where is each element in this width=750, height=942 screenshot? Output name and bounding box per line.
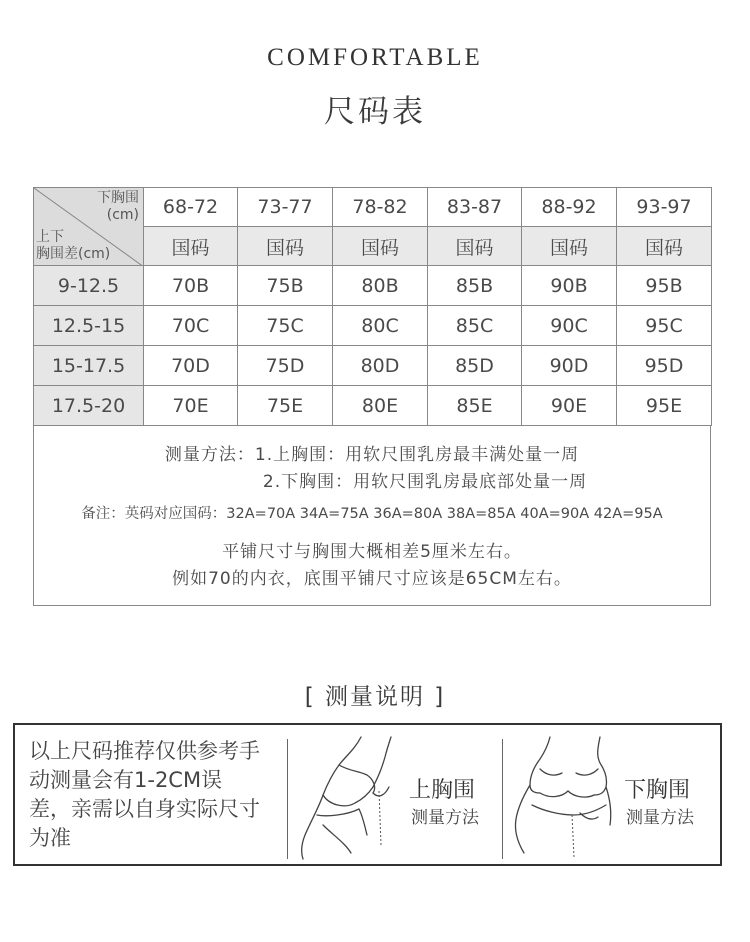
table-cell: 95E — [617, 386, 712, 426]
eyebrow-text: COMFORTABLE — [267, 44, 483, 71]
lower-bust-label: 下胸围 — [624, 778, 691, 803]
table-cell: 85D — [428, 346, 522, 386]
row-label: 15-17.5 — [34, 346, 144, 386]
table-cell: 75C — [238, 306, 333, 346]
table-cell: 95D — [617, 346, 712, 386]
flat-size-note-2: 例如70的内衣，底围平铺尺寸应该是65CM左右。 — [172, 569, 572, 589]
measure-disclaimer: 以上尺码推荐仅供参考手 动测量会有1-2CM误 差，亲需以自身实际尺寸 为准 — [29, 739, 260, 850]
measure-method-line-2-text: 2.下胸围：用软尺围乳房最底部处量一周 — [262, 472, 588, 492]
table-cell: 80B — [333, 266, 428, 306]
table-cell: 75D — [238, 346, 333, 386]
table-cell: 70D — [144, 346, 238, 386]
upper-bust-label: 上胸围 — [409, 778, 476, 803]
column-header: 93-97 — [617, 188, 712, 227]
table-cell: 70E — [144, 386, 238, 426]
table-row — [34, 386, 712, 426]
table-cell: 80D — [333, 346, 428, 386]
table-cell: 70B — [144, 266, 238, 306]
measure-method-line-1: 测量方法：1.上胸围：用软尺围乳房最丰满处量一周 — [164, 445, 580, 465]
table-cell: 95B — [617, 266, 712, 306]
upper-bust-figure-icon — [293, 735, 413, 860]
row-label: 12.5-15 — [34, 306, 144, 346]
subheader-cell: 国码 — [617, 227, 712, 266]
table-cell: 90D — [522, 346, 617, 386]
table-cell: 80C — [333, 306, 428, 346]
subheader-cell: 国码 — [428, 227, 522, 266]
table-cell: 85C — [428, 306, 522, 346]
page-title: 尺码表 — [324, 94, 426, 130]
row-label: 17.5-20 — [34, 386, 144, 426]
size-table — [33, 187, 712, 426]
subheader-cell: 国码 — [522, 227, 617, 266]
table-cell: 90E — [522, 386, 617, 426]
table-row — [34, 306, 712, 346]
lower-bust-method-label: 测量方法 — [626, 808, 694, 828]
row-label: 9-12.5 — [34, 266, 144, 306]
table-corner-cell — [34, 188, 144, 266]
measure-section-title: [ 测量说明 ] — [304, 684, 446, 710]
column-header: 78-82 — [333, 188, 428, 227]
flat-size-note-1: 平铺尺寸与胸围大概相差5厘米左右。 — [222, 542, 522, 562]
column-header: 88-92 — [522, 188, 617, 227]
column-header: 83-87 — [428, 188, 522, 227]
corner-top-text: 下胸围 (cm) — [97, 190, 139, 223]
corner-bottom-text: 上下 胸围差(cm) — [36, 229, 111, 262]
table-cell: 70C — [144, 306, 238, 346]
table-cell: 75E — [238, 386, 333, 426]
table-cell: 95C — [617, 306, 712, 346]
divider-line — [502, 739, 503, 859]
table-row — [34, 266, 712, 306]
table-cell: 75B — [238, 266, 333, 306]
subheader-cell: 国码 — [333, 227, 428, 266]
table-cell: 85E — [428, 386, 522, 426]
table-cell: 80E — [333, 386, 428, 426]
column-header: 68-72 — [144, 188, 238, 227]
table-row — [34, 346, 712, 386]
table-cell: 90B — [522, 266, 617, 306]
divider-line — [287, 739, 288, 859]
subheader-cell: 国码 — [144, 227, 238, 266]
table-cell: 90C — [522, 306, 617, 346]
column-header: 73-77 — [238, 188, 333, 227]
table-header-row — [34, 188, 712, 227]
corner-label-difference — [36, 229, 110, 263]
corner-label-under-bust — [97, 190, 139, 224]
measure-method-line-2 — [34, 467, 710, 492]
notes-panel — [33, 426, 711, 606]
upper-bust-method-label: 测量方法 — [411, 808, 479, 828]
measure-instructions-box — [13, 723, 722, 866]
lower-bust-figure-icon — [510, 735, 620, 860]
size-conversion-remark: 备注：英码对应国码：32A=70A 34A=75A 36A=80A 38A=85A 40A=90A 42A=95A — [81, 506, 663, 522]
table-cell: 85B — [428, 266, 522, 306]
subheader-cell: 国码 — [238, 227, 333, 266]
